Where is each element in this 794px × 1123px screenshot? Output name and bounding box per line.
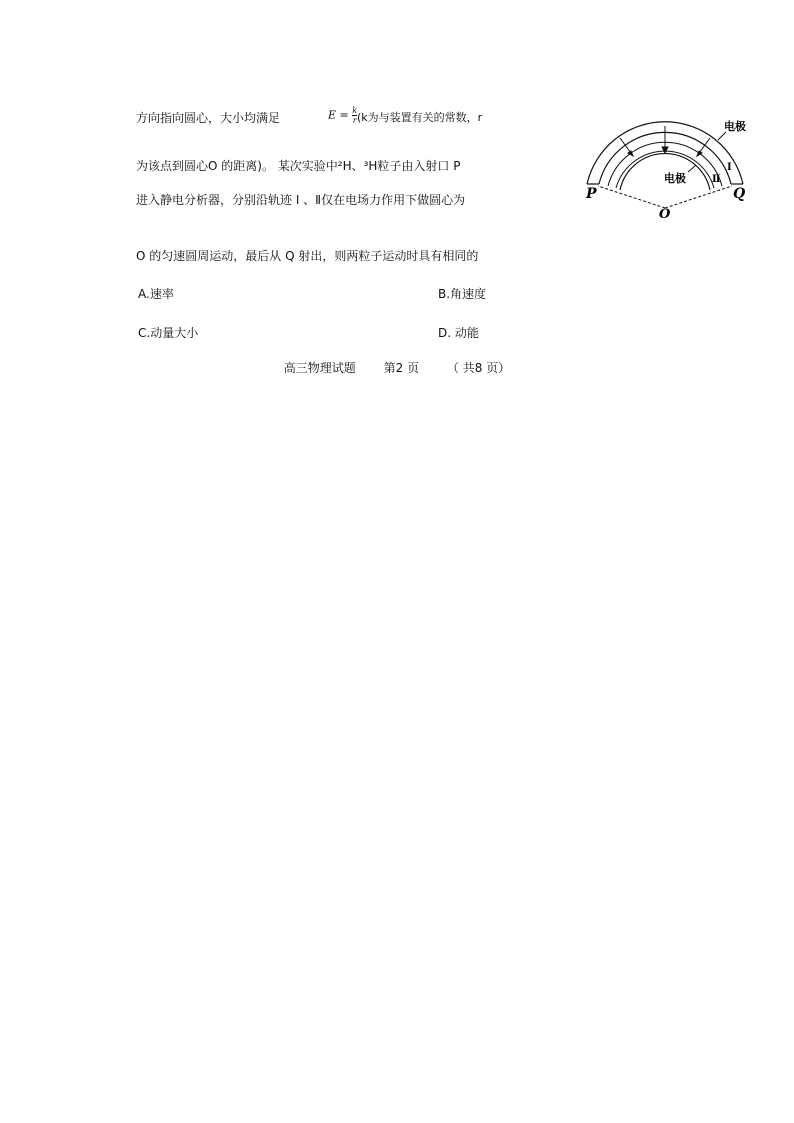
question-line-2: 为该点到圆心O 的距离)。 某次实验中²H、³H粒子由入射口 P <box>136 159 461 173</box>
question-line-1b-text: (k为与装置有关的常数，r <box>357 111 483 124</box>
label-o: O <box>659 207 671 222</box>
label-q: Q <box>733 186 746 202</box>
question-line-1-text: 方向指向圆心，大小均满足 <box>136 111 281 125</box>
question-line-1 <box>136 110 280 126</box>
label-p: P <box>586 186 597 202</box>
option-c[interactable]: C.动量大小 <box>138 326 199 340</box>
formula-lhs: E = <box>328 108 349 122</box>
label-track-2: Ⅱ <box>712 174 721 185</box>
question-line-3: 进入静电分析器，分别沿轨迹 Ⅰ 、Ⅱ仅在电场力作用下做圆心为 <box>136 193 466 207</box>
outer-electrode-pointer <box>718 132 726 140</box>
radius-right-dashed <box>665 186 732 208</box>
radius-left-dashed <box>598 186 665 208</box>
option-b[interactable]: B.角速度 <box>438 287 487 301</box>
electrostatic-analyzer-figure <box>578 110 758 222</box>
formula-numerator: k <box>352 106 358 115</box>
footer-page-number: 第2 页 <box>383 361 420 375</box>
formula-denominator: r <box>352 116 357 125</box>
option-d[interactable]: D. 动能 <box>438 326 479 340</box>
option-a[interactable]: A.速率 <box>138 287 174 301</box>
footer-title: 高三物理试题 <box>283 361 356 375</box>
inner-electrode-pointer <box>688 165 696 172</box>
question-line-1b <box>357 110 482 126</box>
page-footer <box>0 359 794 376</box>
label-electrode-outer: 电极 <box>724 120 746 133</box>
footer-total-pages: （ 共8 页） <box>446 361 511 375</box>
field-formula <box>328 106 357 125</box>
label-electrode-inner: 电极 <box>664 172 686 185</box>
label-track-1: Ⅰ <box>727 162 732 173</box>
question-line-4: O 的匀速圆周运动，最后从 Q 射出，则两粒子运动时具有相同的 <box>136 249 479 263</box>
